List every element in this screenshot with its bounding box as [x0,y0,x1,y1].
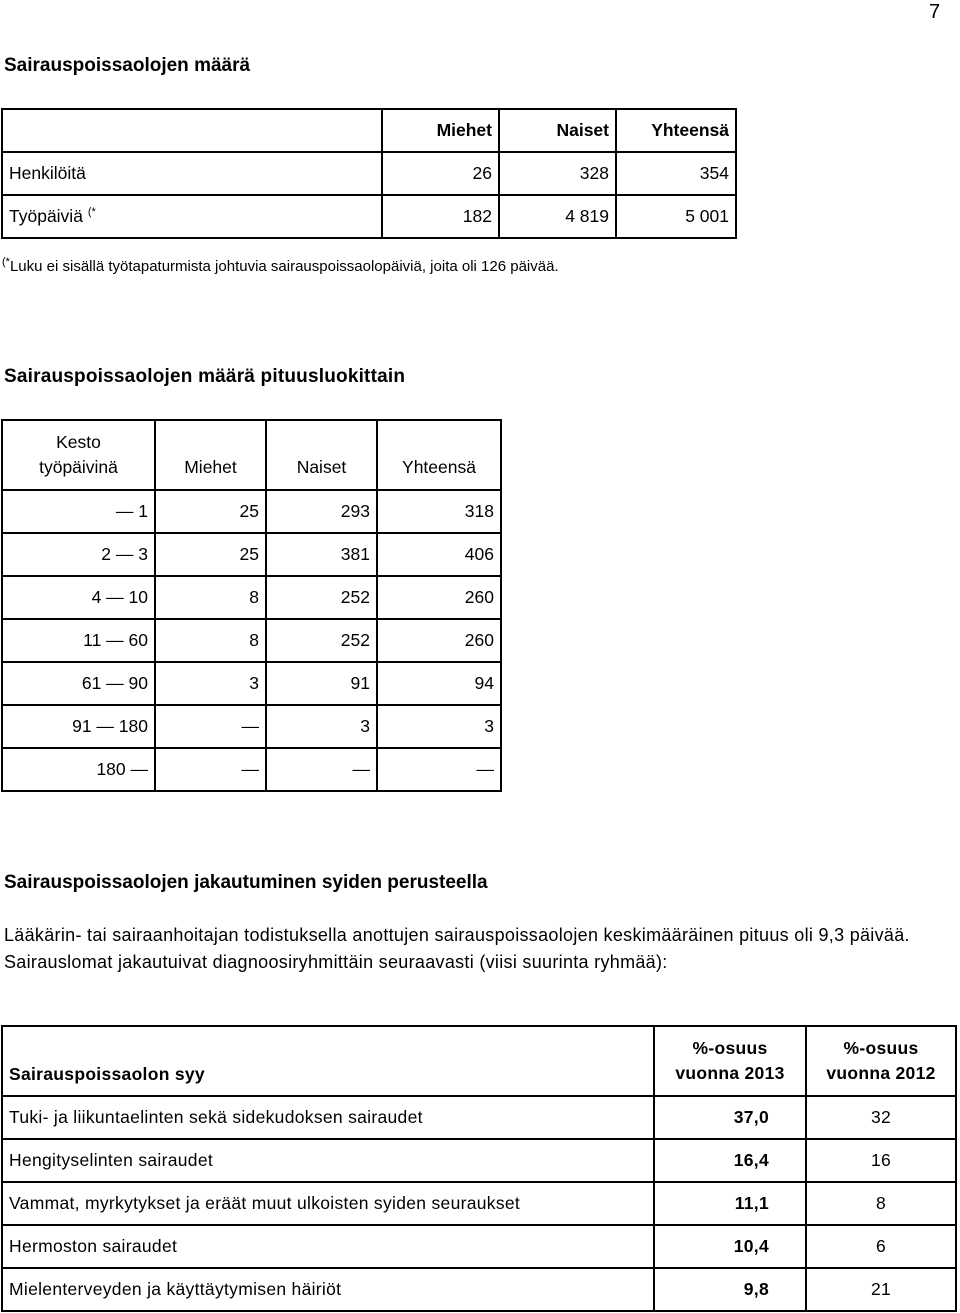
duration-class-table [1,419,502,792]
sick-leave-count-table [1,108,737,239]
cell-men: — [155,705,266,748]
cause-label: Hengityselinten sairaudet [2,1139,654,1182]
table-row [2,1268,956,1311]
page-number: 7 [929,1,941,23]
row-label: Henkilöitä [2,152,382,195]
cell-share-2012: 16 [806,1139,956,1182]
cause-label: Vammat, myrkytykset ja eräät muut ulkoisten syiden seuraukset [2,1182,654,1225]
cell-women: 381 [266,533,377,576]
table-header-cell: Naiset [499,109,616,152]
table-header-cell: Yhteensä [616,109,736,152]
cell-share-2013: 10,4 [654,1225,806,1268]
cell-men: 182 [382,195,499,238]
cell-women: 3 [266,705,377,748]
cause-label: Hermoston sairaudet [2,1225,654,1268]
cell-women: 293 [266,490,377,533]
cell-total: — [377,748,501,791]
table-header-cell-2012: %-osuus vuonna 2012 [806,1026,956,1096]
causes-intro-text: Lääkärin- tai sairaanhoitajan todistuksella anottujen sairauspoissaolojen keskimääräinen pituus oli 9,3 päivää. Sairauslomat jakautuivat diagnoosiryhmittäin seuraavasti (viisi suurinta ryhmää): [4,925,910,972]
cell-men: — [155,748,266,791]
footnote-marker: (* [2,256,10,268]
cell-share-2013: 11,1 [654,1182,806,1225]
footnote-text: Luku ei sisällä työtapaturmista johtuvia sairauspoissaolopäiviä, joita oli 126 päivää. [9,258,559,275]
cell-share-2012: 6 [806,1225,956,1268]
table-header-cell: Miehet [155,420,266,490]
cell-total: 354 [616,152,736,195]
row-label: Työpäiviä (* [2,195,382,238]
table-header-cell: Yhteensä [377,420,501,490]
section-title-sick-leave-count: Sairauspoissaolojen määrä [4,55,251,76]
cause-label: Tuki- ja liikuntaelinten sekä sidekudoksen sairaudet [2,1096,654,1139]
cell-total: 5 001 [616,195,736,238]
cell-share-2012: 32 [806,1096,956,1139]
table-header-row [2,1026,956,1096]
table-row [2,195,736,238]
table-row [2,1096,956,1139]
table-row [2,748,501,791]
table-row [2,705,501,748]
cell-total: 318 [377,490,501,533]
duration-range: 61 — 90 [2,662,155,705]
table-row [2,576,501,619]
table-row [2,152,736,195]
duration-range: — 1 [2,490,155,533]
cell-share-2012: 21 [806,1268,956,1311]
duration-range: 4 — 10 [2,576,155,619]
cell-women: 252 [266,576,377,619]
section-title-duration-classes: Sairauspoissaolojen määrä pituusluokittain [4,366,406,387]
section-title-causes: Sairauspoissaolojen jakautuminen syiden perusteella [4,872,488,893]
duration-range: 91 — 180 [2,705,155,748]
table-row [2,619,501,662]
cell-share-2013: 9,8 [654,1268,806,1311]
table-header-cell-cause: Sairauspoissaolon syy [2,1026,654,1096]
cell-men: 3 [155,662,266,705]
table-row [2,1139,956,1182]
cell-women: 4 819 [499,195,616,238]
table-row [2,1225,956,1268]
cell-men: 26 [382,152,499,195]
cell-women: — [266,748,377,791]
cell-total: 260 [377,576,501,619]
cell-total: 94 [377,662,501,705]
cell-women: 252 [266,619,377,662]
duration-range: 180 — [2,748,155,791]
footnote-marker: (* [87,206,96,219]
cell-share-2012: 8 [806,1182,956,1225]
cell-women: 91 [266,662,377,705]
cell-share-2013: 37,0 [654,1096,806,1139]
table-row [2,533,501,576]
table-header-cell [2,109,382,152]
cell-men: 25 [155,533,266,576]
cell-men: 8 [155,619,266,662]
cell-total: 3 [377,705,501,748]
footnote [2,256,559,275]
cause-label: Mielenterveyden ja käyttäytymisen häiriöt [2,1268,654,1311]
duration-range: 11 — 60 [2,619,155,662]
table-header-cell-2013: %-osuus vuonna 2013 [654,1026,806,1096]
duration-range: 2 — 3 [2,533,155,576]
cell-women: 328 [499,152,616,195]
cell-men: 25 [155,490,266,533]
table-row [2,490,501,533]
table-header-cell: Miehet [382,109,499,152]
cell-men: 8 [155,576,266,619]
cell-total: 260 [377,619,501,662]
table-row [2,662,501,705]
table-header-cell: Naiset [266,420,377,490]
causes-table [1,1025,957,1312]
table-header-row [2,109,736,152]
cell-total: 406 [377,533,501,576]
cell-share-2013: 16,4 [654,1139,806,1182]
table-header-row [2,420,501,490]
table-row [2,1182,956,1225]
table-header-cell-duration: Kesto työpäivinä [2,420,155,490]
